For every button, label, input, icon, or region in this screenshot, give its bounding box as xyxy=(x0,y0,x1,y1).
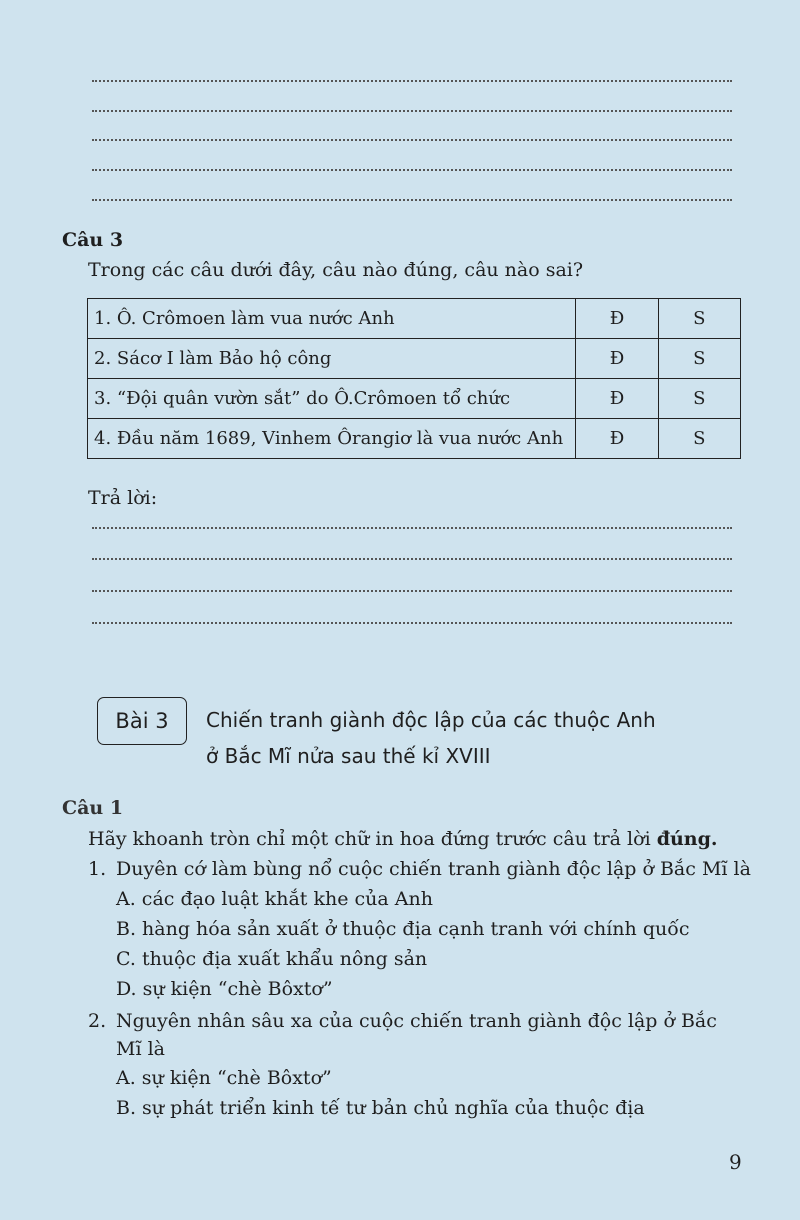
answer-line xyxy=(92,558,732,560)
answer-option[interactable]: B. hàng hóa sản xuất ở thuộc địa cạnh tranh với chính quốc xyxy=(116,918,690,940)
answer-label: Trả lời: xyxy=(88,487,158,509)
table-row xyxy=(88,299,741,339)
answer-line xyxy=(92,80,732,82)
page-number: 9 xyxy=(729,1150,742,1174)
item-number: 2. xyxy=(88,1010,107,1032)
item-number: 1. xyxy=(88,858,107,880)
q3-prompt: Trong các câu dưới đây, câu nào đúng, câu nào sai? xyxy=(88,259,584,281)
lesson-number: Bài 3 xyxy=(115,709,169,733)
instruction-text: Hãy khoanh tròn chỉ một chữ in hoa đứng trước câu trả lời xyxy=(88,828,657,850)
true-false-table xyxy=(87,298,741,459)
table-row xyxy=(88,379,741,419)
table-row xyxy=(88,419,741,459)
answer-line xyxy=(92,527,732,529)
instruction-emphasis: đúng. xyxy=(656,828,718,850)
answer-option[interactable]: A. sự kiện “chè Bôxtơ” xyxy=(116,1067,332,1089)
true-option[interactable]: Đ xyxy=(576,379,658,419)
true-option[interactable]: Đ xyxy=(576,339,658,379)
table-row xyxy=(88,339,741,379)
answer-option[interactable]: C. thuộc địa xuất khẩu nông sản xyxy=(116,948,428,970)
item-question: Duyên cớ làm bùng nổ cuộc chiến tranh giành độc lập ở Bắc Mĩ là xyxy=(116,858,751,880)
answer-line xyxy=(92,169,732,171)
false-option[interactable]: S xyxy=(658,419,740,459)
answer-line xyxy=(92,110,732,112)
statement-cell: 3. “Đội quân vườn sắt” do Ô.Crômoen tổ chức xyxy=(88,379,576,419)
true-option[interactable]: Đ xyxy=(576,419,658,459)
true-option[interactable]: Đ xyxy=(576,299,658,339)
false-option[interactable]: S xyxy=(658,339,740,379)
answer-line xyxy=(92,199,732,201)
lesson-title xyxy=(206,702,656,774)
lesson-title-line: Chiến tranh giành độc lập của các thuộc Anh xyxy=(206,708,656,732)
statement-cell: 4. Đầu năm 1689, Vinhem Ôrangiơ là vua nước Anh xyxy=(88,419,576,459)
item-question: Nguyên nhân sâu xa của cuộc chiến tranh giành độc lập ở Bắc xyxy=(116,1010,717,1032)
statement-cell: 1. Ô. Crômoen làm vua nước Anh xyxy=(88,299,576,339)
answer-option[interactable]: A. các đạo luật khắt khe của Anh xyxy=(116,888,433,910)
statement-cell: 2. Sácơ I làm Bảo hộ công xyxy=(88,339,576,379)
answer-line xyxy=(92,139,732,141)
answer-line xyxy=(92,590,732,592)
answer-option[interactable]: B. sự phát triển kinh tế tư bản chủ nghĩa của thuộc địa xyxy=(116,1097,645,1119)
q1-heading: Câu 1 xyxy=(62,797,124,819)
lesson-title-line: ở Bắc Mĩ nửa sau thế kỉ XVIII xyxy=(206,744,491,768)
answer-option[interactable]: D. sự kiện “chè Bôxtơ” xyxy=(116,978,333,1000)
false-option[interactable]: S xyxy=(658,299,740,339)
answer-line xyxy=(92,622,732,624)
q1-instruction xyxy=(88,828,718,850)
q3-heading: Câu 3 xyxy=(62,229,124,251)
false-option[interactable]: S xyxy=(658,379,740,419)
lesson-number-box xyxy=(97,697,187,745)
item-question-cont: Mĩ là xyxy=(116,1038,165,1060)
